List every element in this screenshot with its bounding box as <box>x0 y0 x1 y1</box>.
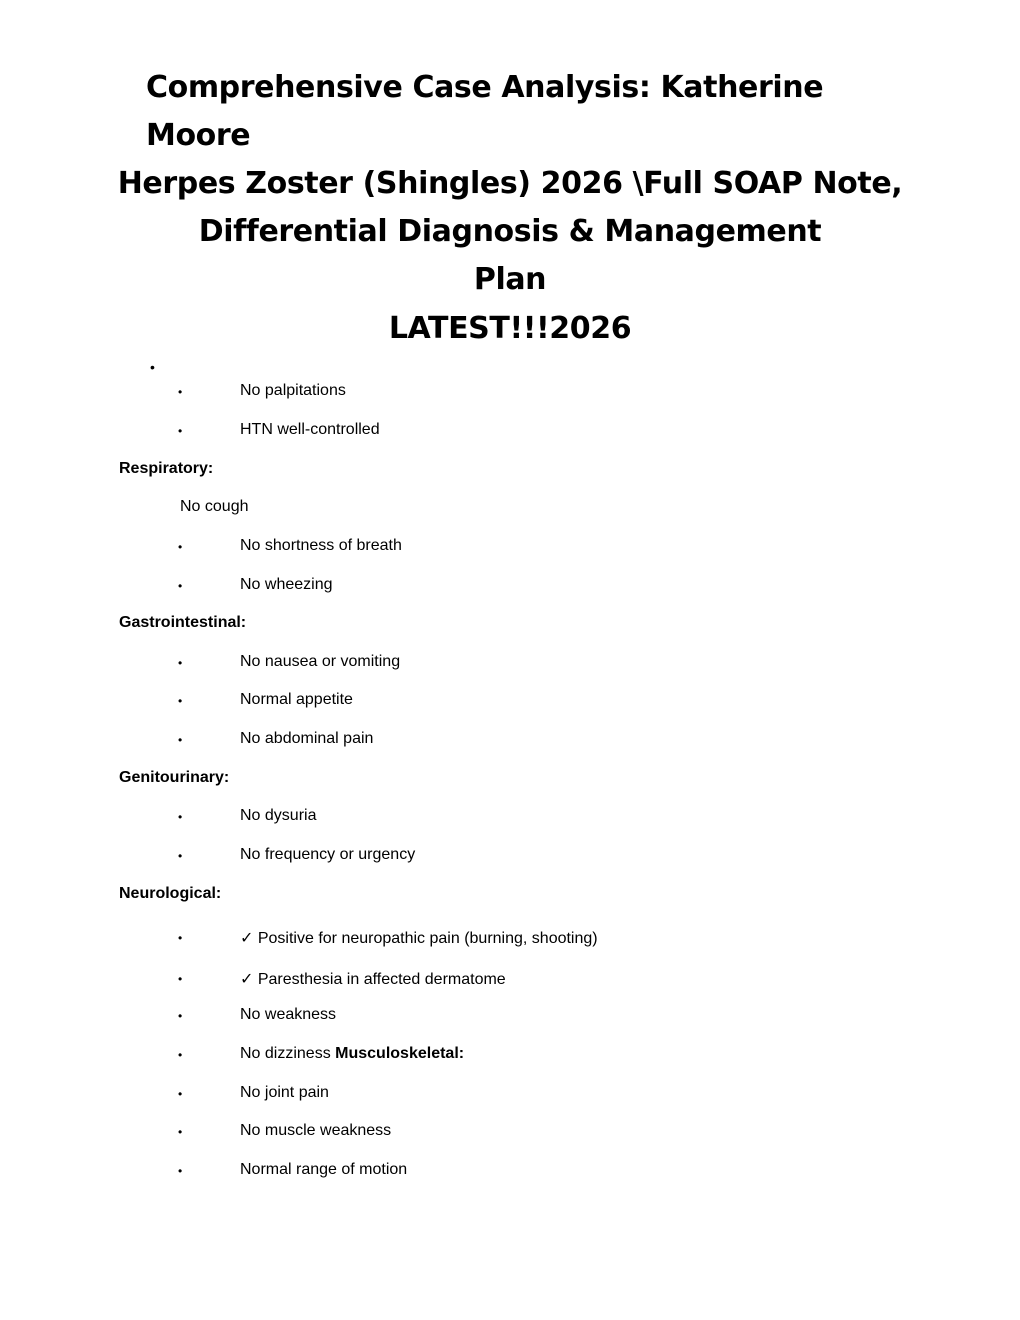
neuro-item-dizziness <box>240 1045 464 1063</box>
respiratory-plain-item: No cough <box>180 498 249 515</box>
musculo-item: No muscle weakness <box>240 1122 392 1139</box>
bullet-glyph: • <box>178 1125 183 1139</box>
bullet-glyph: • <box>178 733 183 747</box>
genito-item: No dysuria <box>240 807 317 824</box>
bullet-glyph: • <box>178 972 183 986</box>
title-line-3: Herpes Zoster (Shingles) 2026 \Full SOAP Note, <box>117 166 903 201</box>
respiratory-item: No shortness of breath <box>240 537 402 554</box>
respiratory-item: No wheezing <box>240 576 333 593</box>
bullet-glyph: • <box>178 1087 183 1101</box>
bullet-glyph: • <box>178 540 183 554</box>
bullet-glyph: • <box>178 931 183 945</box>
neuro-item: ✓ Paresthesia in affected dermatome <box>240 971 506 988</box>
bullet-glyph: • <box>178 1009 183 1023</box>
bullet-glyph: • <box>178 1048 183 1062</box>
bullet-glyph: • <box>178 849 183 863</box>
bullet-glyph: • <box>178 810 183 824</box>
stray-bullet: • <box>150 359 155 375</box>
section-heading-musculoskeletal: Musculoskeletal: <box>335 1045 465 1062</box>
gastro-item: Normal appetite <box>240 691 353 708</box>
neuro-item: No weakness <box>240 1006 337 1023</box>
title-line-4: Differential Diagnosis & Management <box>198 214 822 249</box>
bullet-glyph: • <box>178 385 183 399</box>
section-heading-genitourinary: Genitourinary: <box>119 769 230 786</box>
section-heading-gastrointestinal: Gastrointestinal: <box>119 614 247 631</box>
neuro-item: ✓ Positive for neuropathic pain (burning, shooting) <box>240 930 598 947</box>
title-line-5: Plan <box>473 262 547 297</box>
cardio-item: No palpitations <box>240 382 346 399</box>
title-line-6: LATEST!!!2026 <box>388 311 632 346</box>
bullet-glyph: • <box>178 1164 183 1178</box>
dizziness-text: No dizziness <box>240 1045 331 1062</box>
musculo-item: No joint pain <box>240 1084 329 1101</box>
section-heading-respiratory: Respiratory: <box>119 460 214 477</box>
section-heading-neurological: Neurological: <box>119 885 222 902</box>
genito-item: No frequency or urgency <box>240 846 416 863</box>
musculo-item: Normal range of motion <box>240 1161 408 1178</box>
bullet-glyph: • <box>178 656 183 670</box>
bullet-glyph: • <box>178 579 183 593</box>
bullet-glyph: • <box>178 424 183 438</box>
bullet-glyph: • <box>178 694 183 708</box>
title-line-1: Comprehensive Case Analysis: Katherine <box>146 70 824 105</box>
gastro-item: No abdominal pain <box>240 730 374 747</box>
title-line-2: Moore <box>146 118 251 153</box>
gastro-item: No nausea or vomiting <box>240 653 401 670</box>
cardio-item: HTN well-controlled <box>240 421 380 438</box>
